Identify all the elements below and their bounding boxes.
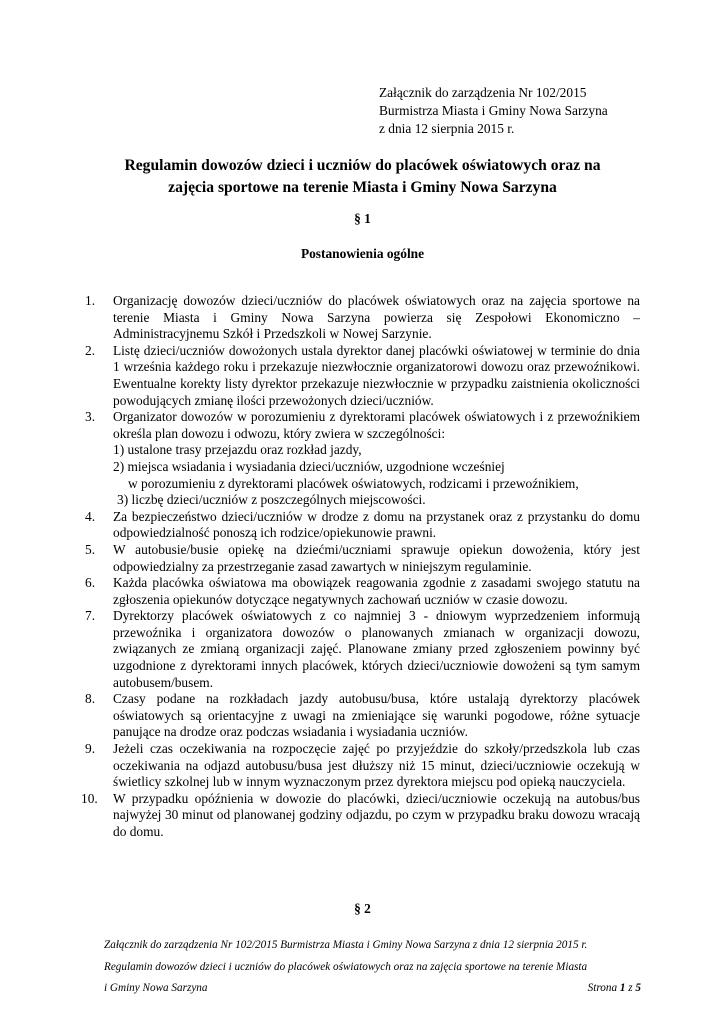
item-text: Czasy podane na rozkładach jazdy autobusu/busa, które ustalają dyrektorzy placówek oświatowych są orientacyjne z uwagi na zmieniające się warunki pogodowe, różne sytuacje panujące na drodze oraz podczas wsiadania i wysiadania uczniów. [113, 691, 640, 740]
footer-line: Regulamin dowozów dzieci i uczniów do placówek oświatowych oraz na zajęcia sportowe na terenie Miasta [104, 961, 588, 973]
item-text: Każda placówka oświatowa ma obowiązek reagowania zgodnie z zasadami swojego statutu na zgłoszenia opiekunów dotyczące negatywnych zachowań uczniów w czasie dowozu. [113, 575, 640, 607]
page-separator: z [628, 982, 633, 994]
item-number: 10. [81, 790, 98, 806]
title-line: zajęcia sportowe na terenie Miasta i Gminy Nowa Sarzyna [168, 179, 557, 196]
attachment-note-line: Burmistrza Miasta i Gminy Nowa Sarzyna [379, 103, 608, 118]
attachment-note [379, 84, 608, 138]
section-symbol-1: § 1 [354, 211, 371, 226]
footer-line: Załącznik do zarządzenia Nr 102/2015 Burmistrza Miasta i Gminy Nowa Sarzyna z dnia 12 sierpnia 2015 r. [104, 939, 588, 951]
list-item [85, 509, 640, 542]
item-number: 8. [85, 691, 96, 707]
list-item [85, 741, 640, 791]
item-text: Za bezpieczeństwo dzieci/uczniów w drodze z domu na przystanek oraz z przystanku do domu odpowiedzialność ponoszą ich rodzice/opiekunowie prawni. [113, 508, 640, 541]
sub-point-continuation: w porozumieniu z dyrektorami placówek oświatowych, rodzicami i przewoźnikiem, [128, 475, 579, 491]
page-total: 5 [635, 982, 641, 994]
footer-line: i Gminy Nowa Sarzyna [104, 982, 208, 994]
item-number: 3. [85, 409, 96, 425]
item-text: Jeżeli czas oczekiwania na rozpoczęcie zajęć po przyjeździe do szkoły/przedszkola lub czas oczekiwania na odjazd autobusu/busa jest dłuższy niż 15 minut, dzieci/uczniowie oczekują w świetlicy szkolnej lub w innym wyznaczonym przez dyrektora miejscu pod opieką nauczyciela. [113, 741, 640, 790]
list-item [85, 575, 640, 608]
attachment-note-line: z dnia 12 sierpnia 2015 r. [379, 121, 515, 136]
item-text: W przypadku opóźnienia w dowozie do placówki, dzieci/uczniowie oczekują na autobus/bus najwyżej 30 minut od planowanej godziny odjazdu, po czym w przypadku braku dowozu wracają do domu. [113, 790, 640, 839]
document-title [60, 155, 665, 199]
attachment-note-line: Załącznik do zarządzenia Nr 102/2015 [379, 85, 587, 100]
section-heading-1: Postanowienia ogólne [300, 246, 425, 261]
list-item [85, 343, 640, 409]
item-number: 7. [85, 608, 96, 624]
list-item [85, 409, 640, 509]
item-number: 4. [85, 508, 96, 524]
page-current: 1 [619, 982, 626, 994]
item-text: Listę dzieci/uczniów dowożonych ustala dyrektor danej placówki oświatowej w terminie do dnia 1 września każdego roku i przekazuje niezwłocznie organizatorowi dowozu oraz przewoźnikowi. Ewentualne korekty listy dyrektor przekazuje niezwłocznie w przypadku zaistnienia okoliczności powodujących zmianę ilości przewożonych dzieci/uczniów. [113, 342, 640, 408]
item-number: 6. [85, 575, 96, 591]
list-item [81, 790, 640, 841]
item-text: Organizację dowozów dzieci/uczniów do placówek oświatowych oraz na zajęcia sportowe na terenie Miasta i Gminy Nowa Sarzyna powierza się Zespołowi Ekonomiczno – Administracyjnemu Szkół i Przedszkoli w Nowej Sarzynie. [113, 293, 640, 342]
page-indicator [588, 981, 641, 995]
item-text: Dyrektorzy placówek oświatowych z co najmniej 3 - dniowym wyprzedzeniem informują przewoźnika i organizatora dowozów o planowanych zmianach w organizacji dowozu, związanych ze zmianą organizacji zajęć. Planowane zmiany przed zgłoszeniem powinny być uzgodnione z dyrektorami innych placówek, których dzieci/uczniowie dowożeni są tym samym autobusem/busem. [113, 608, 640, 690]
sub-point: 3) liczbę dzieci/uczniów z poszczególnych miejscowości. [117, 492, 426, 508]
sub-point: 2) miejsca wsiadania i wysiadania dzieci/uczniów, uzgodnione wcześniej [113, 458, 505, 474]
provisions-list [81, 293, 640, 841]
item-number: 2. [85, 342, 96, 358]
item-number: 9. [85, 741, 96, 757]
page-label: Strona [587, 982, 618, 994]
title-line: Regulamin dowozów dzieci i uczniów do placówek oświatowych oraz na [124, 157, 601, 174]
list-item [85, 608, 640, 691]
list-item [85, 542, 640, 575]
footer [104, 981, 641, 995]
item-text: Organizator dowozów w porozumieniu z dyrektorami placówek oświatowych i z przewoźnikiem określa plan dowozu i odwozu, który zwiera w szczególności: [113, 409, 640, 441]
item-number: 1. [85, 293, 96, 308]
item-text: W autobusie/busie opiekę na dziećmi/uczniami sprawuje opiekun dowożenia, który jest odpowiedzialny za przestrzeganie zasad zawartych w niniejszym regulaminie. [113, 541, 640, 574]
list-item [85, 691, 640, 741]
sub-point: 1) ustalone trasy przejazdu oraz rozkład jazdy, [113, 442, 362, 458]
item-number: 5. [85, 541, 96, 557]
section-symbol-2: § 2 [354, 901, 371, 916]
list-item [85, 293, 640, 343]
